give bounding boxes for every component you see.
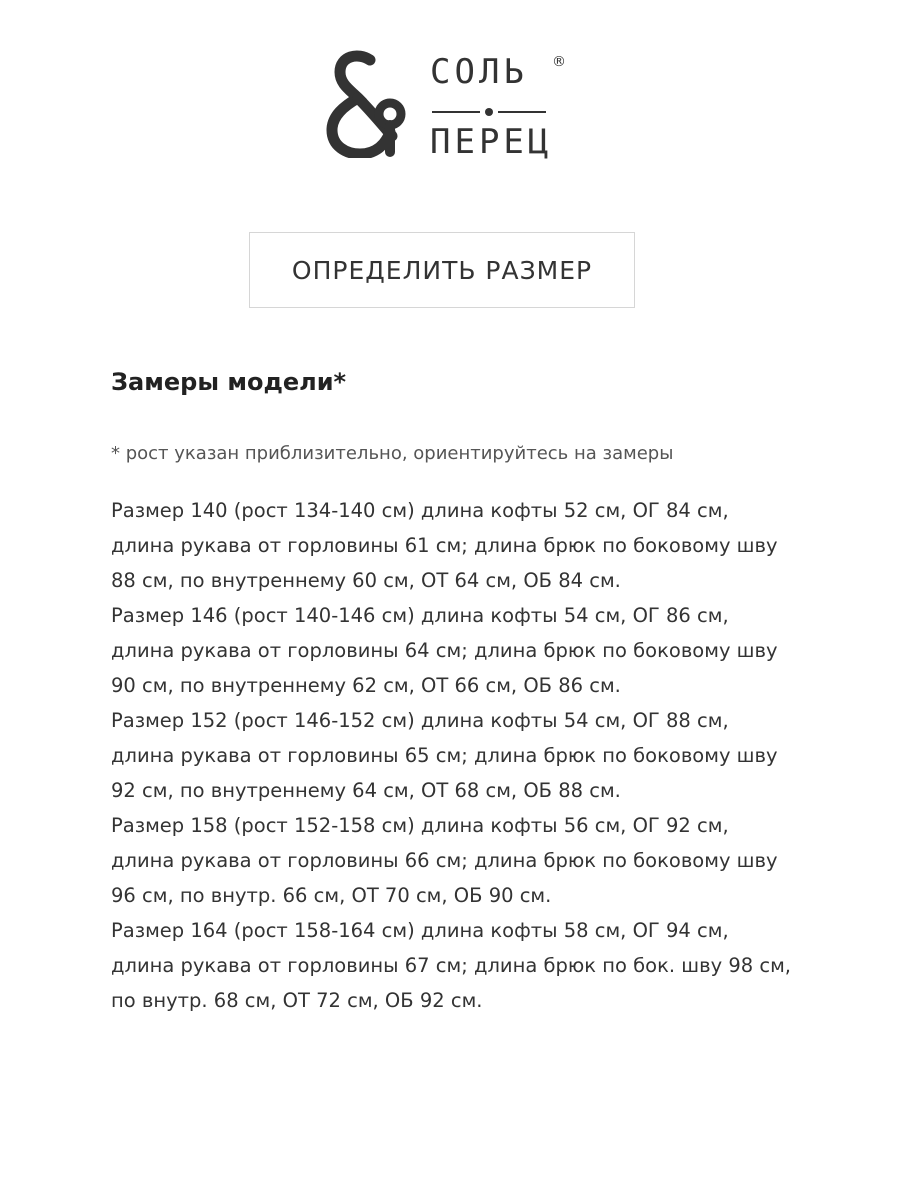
- measurements-section: [111, 362, 791, 1018]
- size-entry-152: Размер 152 (рост 146-152 см) длина кофты 54 см, ОГ 88 см, длина рукава от горловины 65 см; длина брюк по боковому шву 92 см, по внутреннему 64 см, ОТ 68 см, ОБ 88 см.: [111, 709, 778, 802]
- height-note: * рост указан приблизительно, ориентируйтесь на замеры: [111, 443, 674, 464]
- logo-name-bottom: ПЕРЕЦ: [430, 122, 553, 162]
- size-entry-158: Размер 158 (рост 152-158 см) длина кофты 56 см, ОГ 92 см, длина рукава от горловины 66 см; длина брюк по боковому шву 96 см, по внутр. 66 см, ОТ 70 см, ОБ 90 см.: [111, 814, 778, 907]
- logo-divider: [430, 107, 548, 117]
- size-list: [111, 493, 791, 1018]
- registered-mark: ®: [552, 54, 566, 70]
- measurements-title: Замеры модели*: [111, 368, 347, 396]
- determine-size-button[interactable]: ОПРЕДЕЛИТЬ РАЗМЕР: [249, 232, 635, 308]
- size-entry-146: Размер 146 (рост 140-146 см) длина кофты 54 см, ОГ 86 см, длина рукава от горловины 64 см; длина брюк по боковому шву 90 см, по внутреннему 62 см, ОТ 66 см, ОБ 86 см.: [111, 604, 778, 697]
- size-entry-140: Размер 140 (рост 134-140 см) длина кофты 52 см, ОГ 84 см, длина рукава от горловины 61 см; длина брюк по боковому шву 88 см, по внутреннему 60 см, ОТ 64 см, ОБ 84 см.: [111, 499, 778, 592]
- logo-name-top: СОЛЬ: [430, 52, 528, 92]
- size-entry-164: Размер 164 (рост 158-164 см) длина кофты 58 см, ОГ 94 см, длина рукава от горловины 67 см; длина брюк по бок. шву 98 см, по внутр. 68 см, ОТ 72 см, ОБ 92 см.: [111, 919, 791, 1012]
- ampersand-logo-icon: [318, 48, 418, 158]
- brand-logo: [318, 48, 578, 168]
